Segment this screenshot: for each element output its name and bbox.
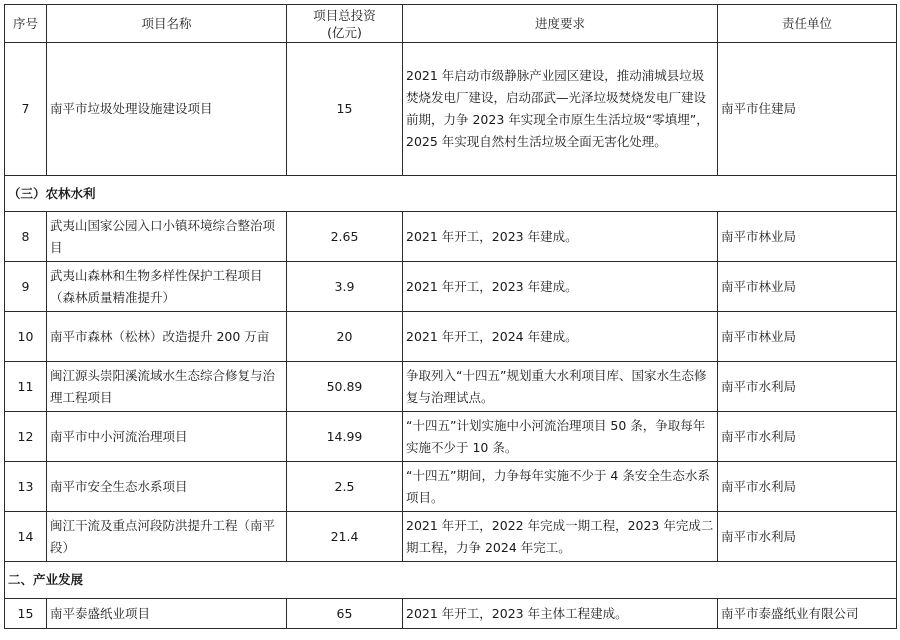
table-row [5,412,897,462]
row-no: 10 [5,312,47,362]
row-progress: 2021 年开工，2023 年建成。 [403,262,718,312]
row-name: 南平市安全生态水系项目 [47,462,287,512]
row-progress: 2021 年启动市级静脉产业园区建设，推动浦城县垃圾焚烧发电厂建设，启动邵武—光泽垃圾焚烧发电厂建设前期，力争 2023 年实现全市原生生活垃圾“零填埋”，2025 年实现自然村生活垃圾全面无害化处理。 [403,43,718,176]
row-name: 闽江干流及重点河段防洪提升工程（南平段） [47,512,287,562]
section-row-agri [5,176,897,212]
row-unit: 南平市林业局 [718,312,897,362]
row-no: 14 [5,512,47,562]
header-progress: 进度要求 [403,5,718,43]
header-investment-line1: 项目总投资 [313,7,376,23]
table-row [5,312,897,362]
row-no: 13 [5,462,47,512]
table-row [5,362,897,412]
row-no: 9 [5,262,47,312]
row-investment: 15 [287,43,403,176]
row-unit: 南平市林业局 [718,262,897,312]
header-investment [287,5,403,43]
section-row-industry [5,562,897,599]
row-progress: 2021 年开工，2023 年建成。 [403,212,718,262]
row-investment: 20 [287,312,403,362]
row-name: 南平市垃圾处理设施建设项目 [47,43,287,176]
table-row [5,43,897,176]
row-investment: 2.65 [287,212,403,262]
project-table [4,4,897,629]
row-progress: 2021 年开工，2023 年主体工程建成。 [403,599,718,629]
row-progress: 2021 年开工，2024 年建成。 [403,312,718,362]
row-name: 南平市森林（松林）改造提升 200 万亩 [47,312,287,362]
table-row [5,512,897,562]
row-investment: 3.9 [287,262,403,312]
row-progress: 2021 年开工，2022 年完成一期工程，2023 年完成二期工程，力争 2024 年完工。 [403,512,718,562]
row-progress: “十四五”计划实施中小河流治理项目 50 条，争取每年实施不少于 10 条。 [403,412,718,462]
row-unit: 南平市水利局 [718,362,897,412]
row-progress: “十四五”期间，力争每年实施不少于 4 条安全生态水系项目。 [403,462,718,512]
header-no: 序号 [5,5,47,43]
header-row [5,5,897,43]
table-row [5,462,897,512]
row-name: 南平市中小河流治理项目 [47,412,287,462]
table-row [5,212,897,262]
row-name: 南平泰盛纸业项目 [47,599,287,629]
row-investment: 21.4 [287,512,403,562]
section-title-industry: 二、产业发展 [5,562,897,599]
row-investment: 2.5 [287,462,403,512]
row-investment: 65 [287,599,403,629]
row-no: 12 [5,412,47,462]
header-unit: 责任单位 [718,5,897,43]
header-name: 项目名称 [47,5,287,43]
row-unit: 南平市泰盛纸业有限公司 [718,599,897,629]
section-title-agri: （三）农林水利 [5,176,897,212]
row-progress: 争取列入“十四五”规划重大水利项目库、国家水生态修复与治理试点。 [403,362,718,412]
row-investment: 14.99 [287,412,403,462]
table-row [5,599,897,629]
row-unit: 南平市水利局 [718,462,897,512]
table-row [5,262,897,312]
row-unit: 南平市水利局 [718,512,897,562]
row-unit: 南平市水利局 [718,412,897,462]
row-no: 11 [5,362,47,412]
row-investment: 50.89 [287,362,403,412]
header-investment-line2: (亿元) [327,24,362,40]
row-no: 8 [5,212,47,262]
row-unit: 南平市住建局 [718,43,897,176]
row-unit: 南平市林业局 [718,212,897,262]
row-name: 闽江源头崇阳溪流域水生态综合修复与治理工程项目 [47,362,287,412]
row-name: 武夷山国家公园入口小镇环境综合整治项目 [47,212,287,262]
row-name: 武夷山森林和生物多样性保护工程项目（森林质量精准提升） [47,262,287,312]
row-no: 7 [5,43,47,176]
row-no: 15 [5,599,47,629]
